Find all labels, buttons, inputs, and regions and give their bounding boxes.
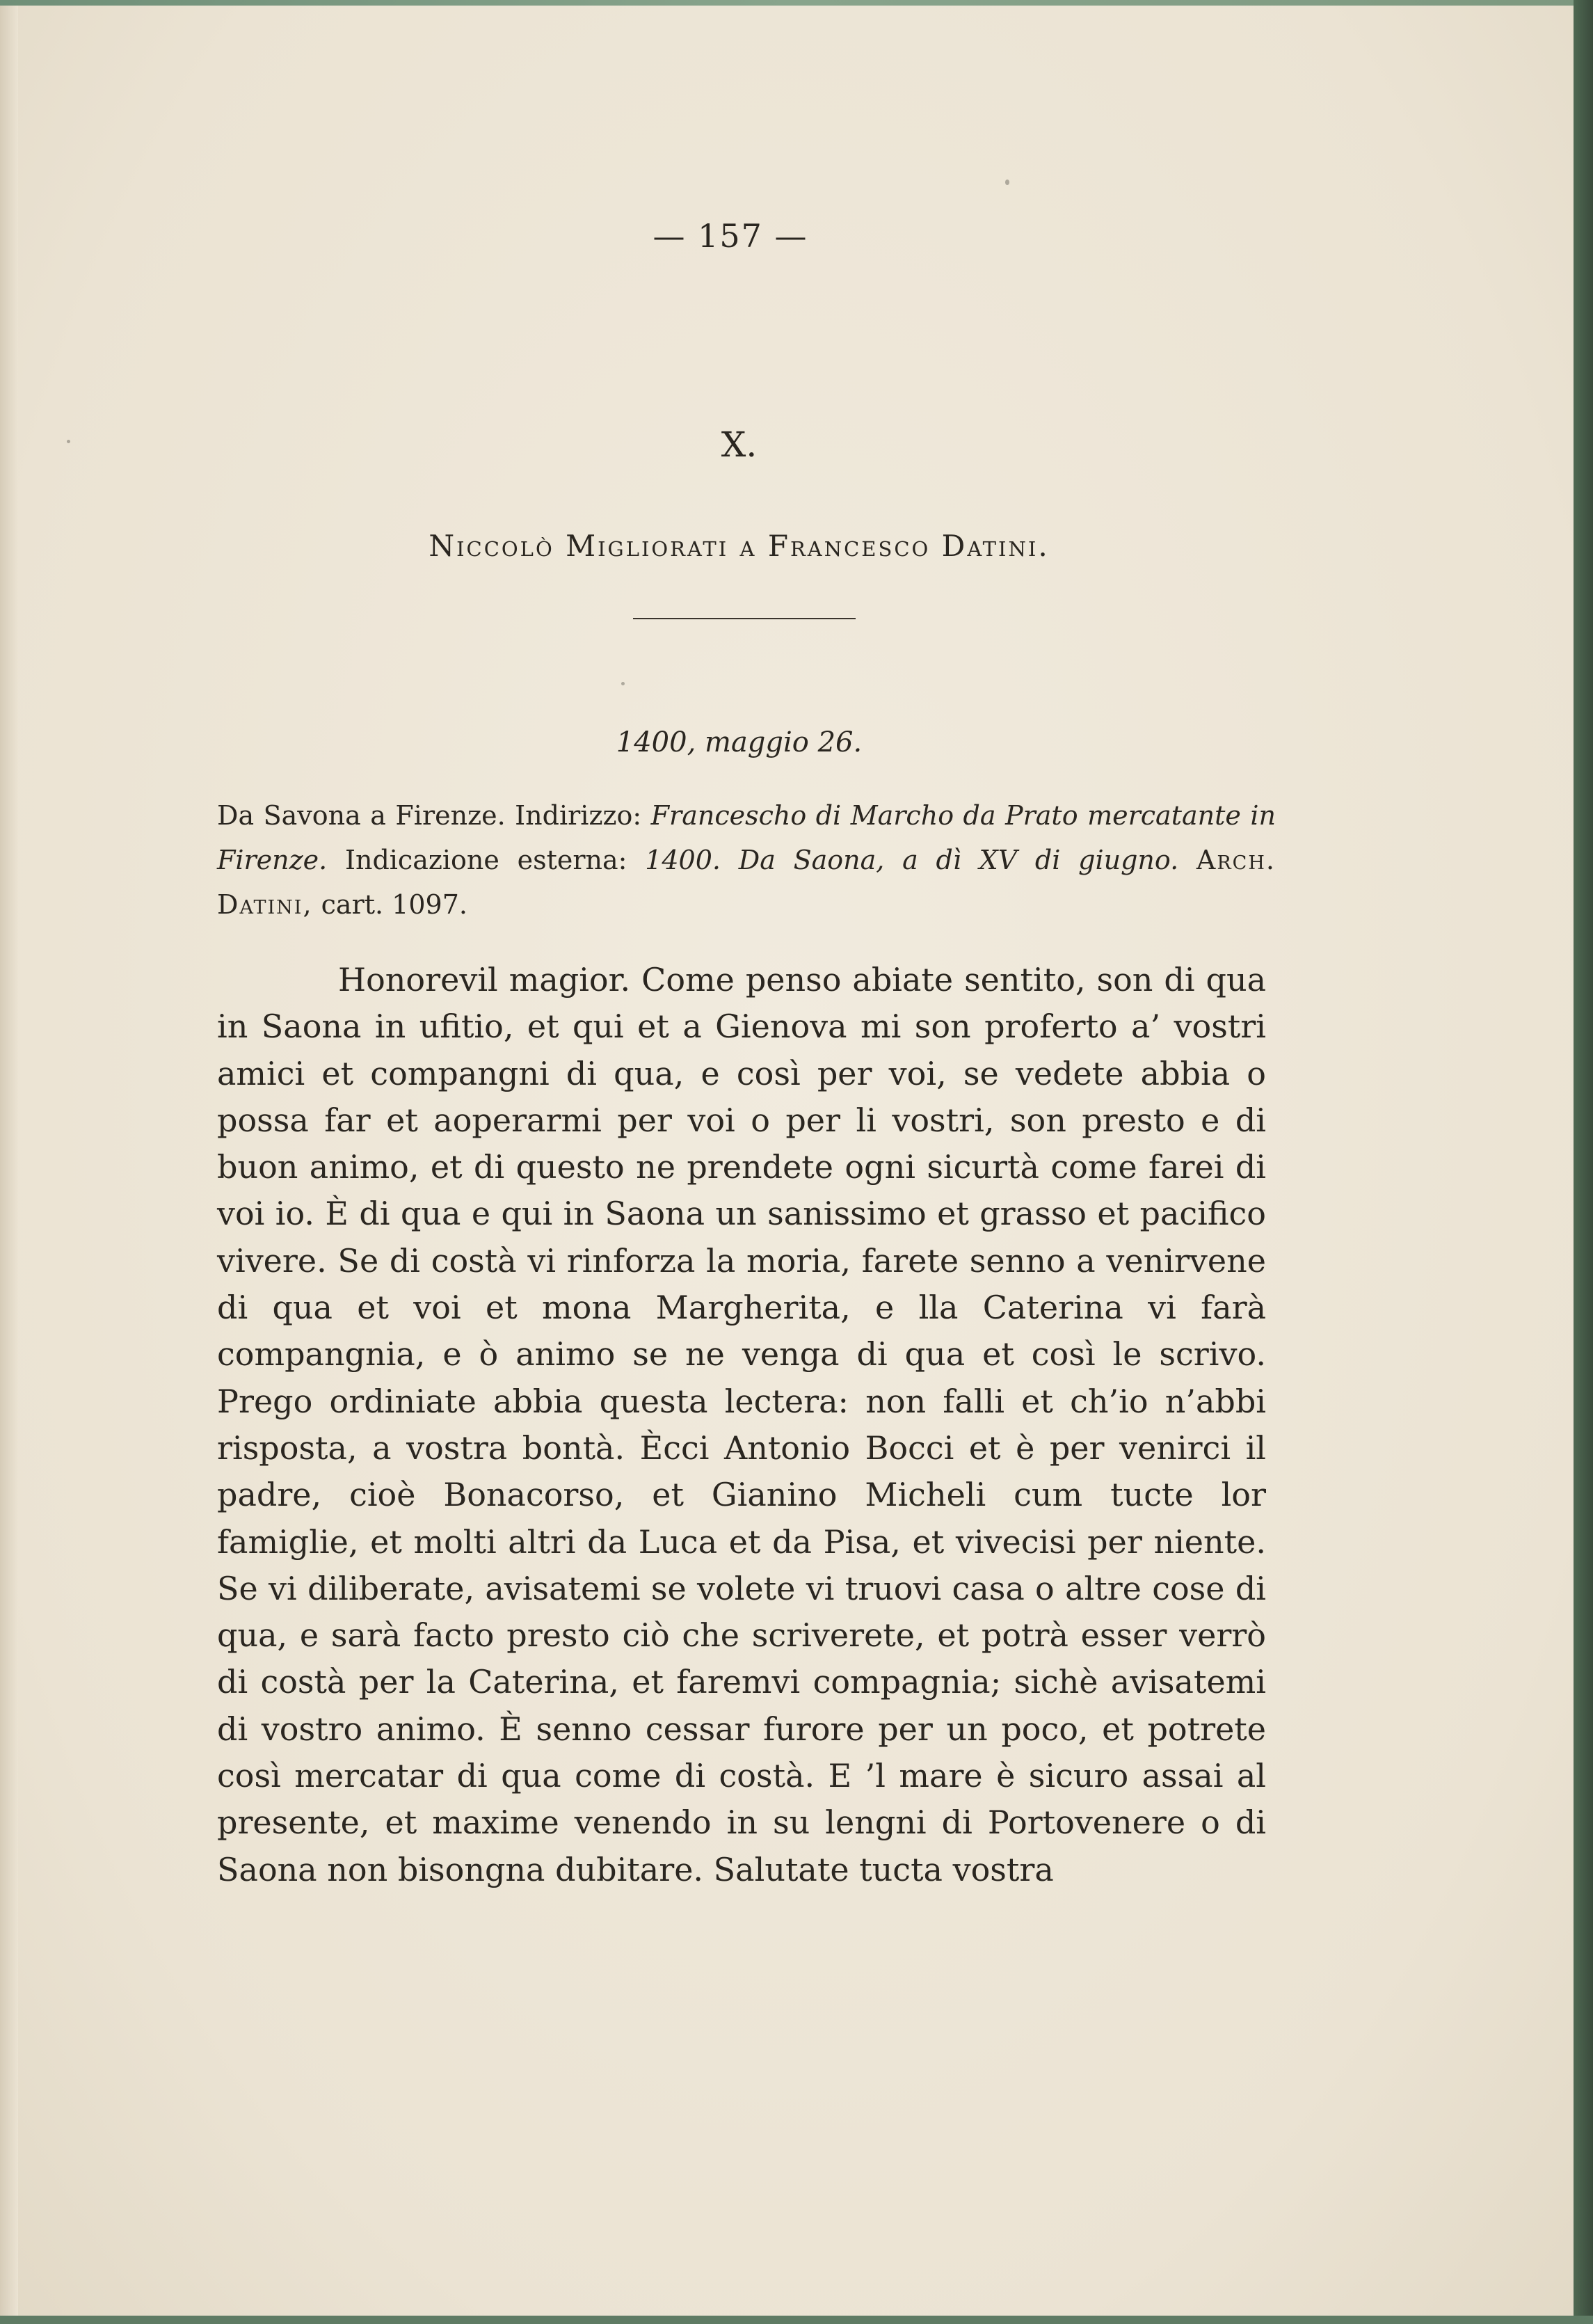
paper-speck bbox=[621, 682, 625, 685]
headnote bbox=[217, 793, 1276, 927]
headnote-external: 1400. Da Saona, a dì XV di giugno. bbox=[645, 845, 1179, 875]
title-rule bbox=[633, 618, 856, 619]
right-binding-strip bbox=[1574, 0, 1593, 2324]
section-numeral: X. bbox=[721, 424, 758, 465]
letter-body: Honorevil magior. Come penso abiate sentito, son di qua in Saona in ufitio, et qui et a Gienova mi son proferto a’ vostri amici et compangni di qua, e così per voi, se vedete abbia o possa far et aoperarmi per voi o per li vostri, son presto e di buon animo, et di questo ne prendete ogni sicurtà come farei di voi io. È di qua e qui in Saona un sanissimo et grasso et pacifico vivere. Se di costà vi rinforza la moria, farete senno a venirvene di qua et voi et mona Margherita, e lla Caterina vi farà compangnia, e ò animo se ne venga di qua et così le scrivo. Prego ordiniate abbia questa lectera: non falli et ch’io n’abbi risposta, a vostra bontà. Ècci Antonio Bocci et è per venirci il padre, cioè Bonacorso, et Gianino Micheli cum tucte lor famiglie, et molti altri da Luca et da Pisa, et vivecisi per niente. Se vi diliberate, avisatemi se volete vi truovi casa o altre cose di qua, e sarà facto presto ciò che scriverete, et potrà esser verrò di costà per la Caterina, et faremvi compagnia; sichè avisatemi di vostro animo. È senno cessar furore per un poco, et potrete così mercatar di qua come di costà. E ’l mare è sicuro assai al presente, et maxime venendo in su lengni di Portovenere o di Saona non bisongna dubitare. Salutate tucta vostra bbox=[217, 961, 1266, 1888]
headnote-archive-ref: cart. 1097. bbox=[321, 889, 467, 920]
top-binding-strip bbox=[0, 0, 1593, 6]
headnote-archive: Arch. Datini, bbox=[217, 845, 1276, 920]
letter-title: Niccolò Migliorati a Francesco Datini. bbox=[429, 529, 1050, 563]
headnote-external-label: Indicazione esterna: bbox=[344, 845, 627, 875]
letter-date: 1400, maggio 26. bbox=[616, 726, 863, 758]
bottom-binding-strip bbox=[0, 2316, 1593, 2324]
page-gutter-shadow bbox=[0, 0, 18, 2316]
headnote-route: Da Savona a Firenze. bbox=[217, 800, 506, 831]
paper-speck bbox=[1005, 180, 1009, 185]
headnote-address: Franceschо di Marcho da Prato mercatante in Firenze. bbox=[217, 800, 1276, 875]
headnote-address-label: Indirizzo: bbox=[515, 800, 642, 831]
page-number: — 157 — bbox=[653, 217, 808, 255]
paper-speck bbox=[67, 440, 70, 443]
